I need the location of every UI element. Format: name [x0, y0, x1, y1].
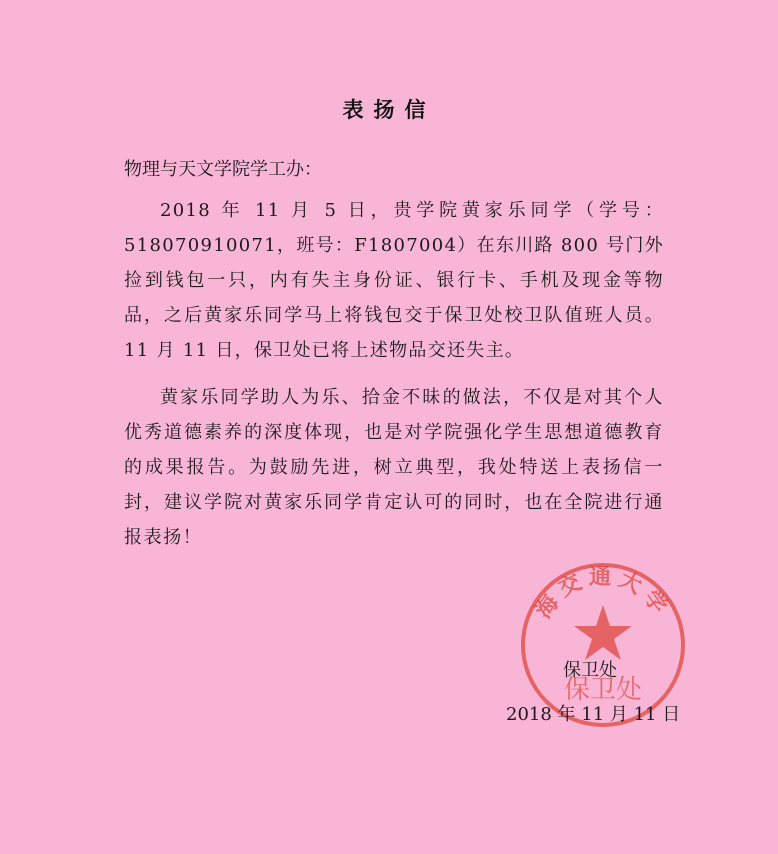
letter-body	[124, 193, 664, 567]
seal-arc-text: 海交通大学	[531, 565, 675, 624]
paragraph-1: 2018 年 11 月 5 日，贵学院黄家乐同学（学号：518070910071，班号：F1807004）在东川路 800 号门外捡到钱包一只，内有失主身份证、银行卡、手机及现金等物品，之后黄家乐同学马上将钱包交于保卫处校卫队值班人员。11 月 11 日，保卫处已将上述物品交还失主。	[124, 200, 664, 361]
paragraph-2: 黄家乐同学助人为乐、拾金不昧的做法，不仅是对其个人优秀道德素养的深度体现，也是对学院强化学生思想道德教育的成果报告。为鼓励先进，树立典型，我处特送上表扬信一封，建议学院对黄家乐同学肯定认可的同时，也在全院进行通报表扬！	[124, 387, 664, 548]
letter-title: 表扬信	[342, 97, 436, 122]
signature: 保卫处	[563, 660, 617, 681]
seal-bottom-text: 保卫处	[563, 675, 643, 705]
svg-text:海交通大学	[530, 565, 675, 623]
letter-salutation: 物理与天文学院学工办：	[124, 159, 322, 180]
letter-date: 2018 年 11 月 11 日	[506, 704, 681, 725]
